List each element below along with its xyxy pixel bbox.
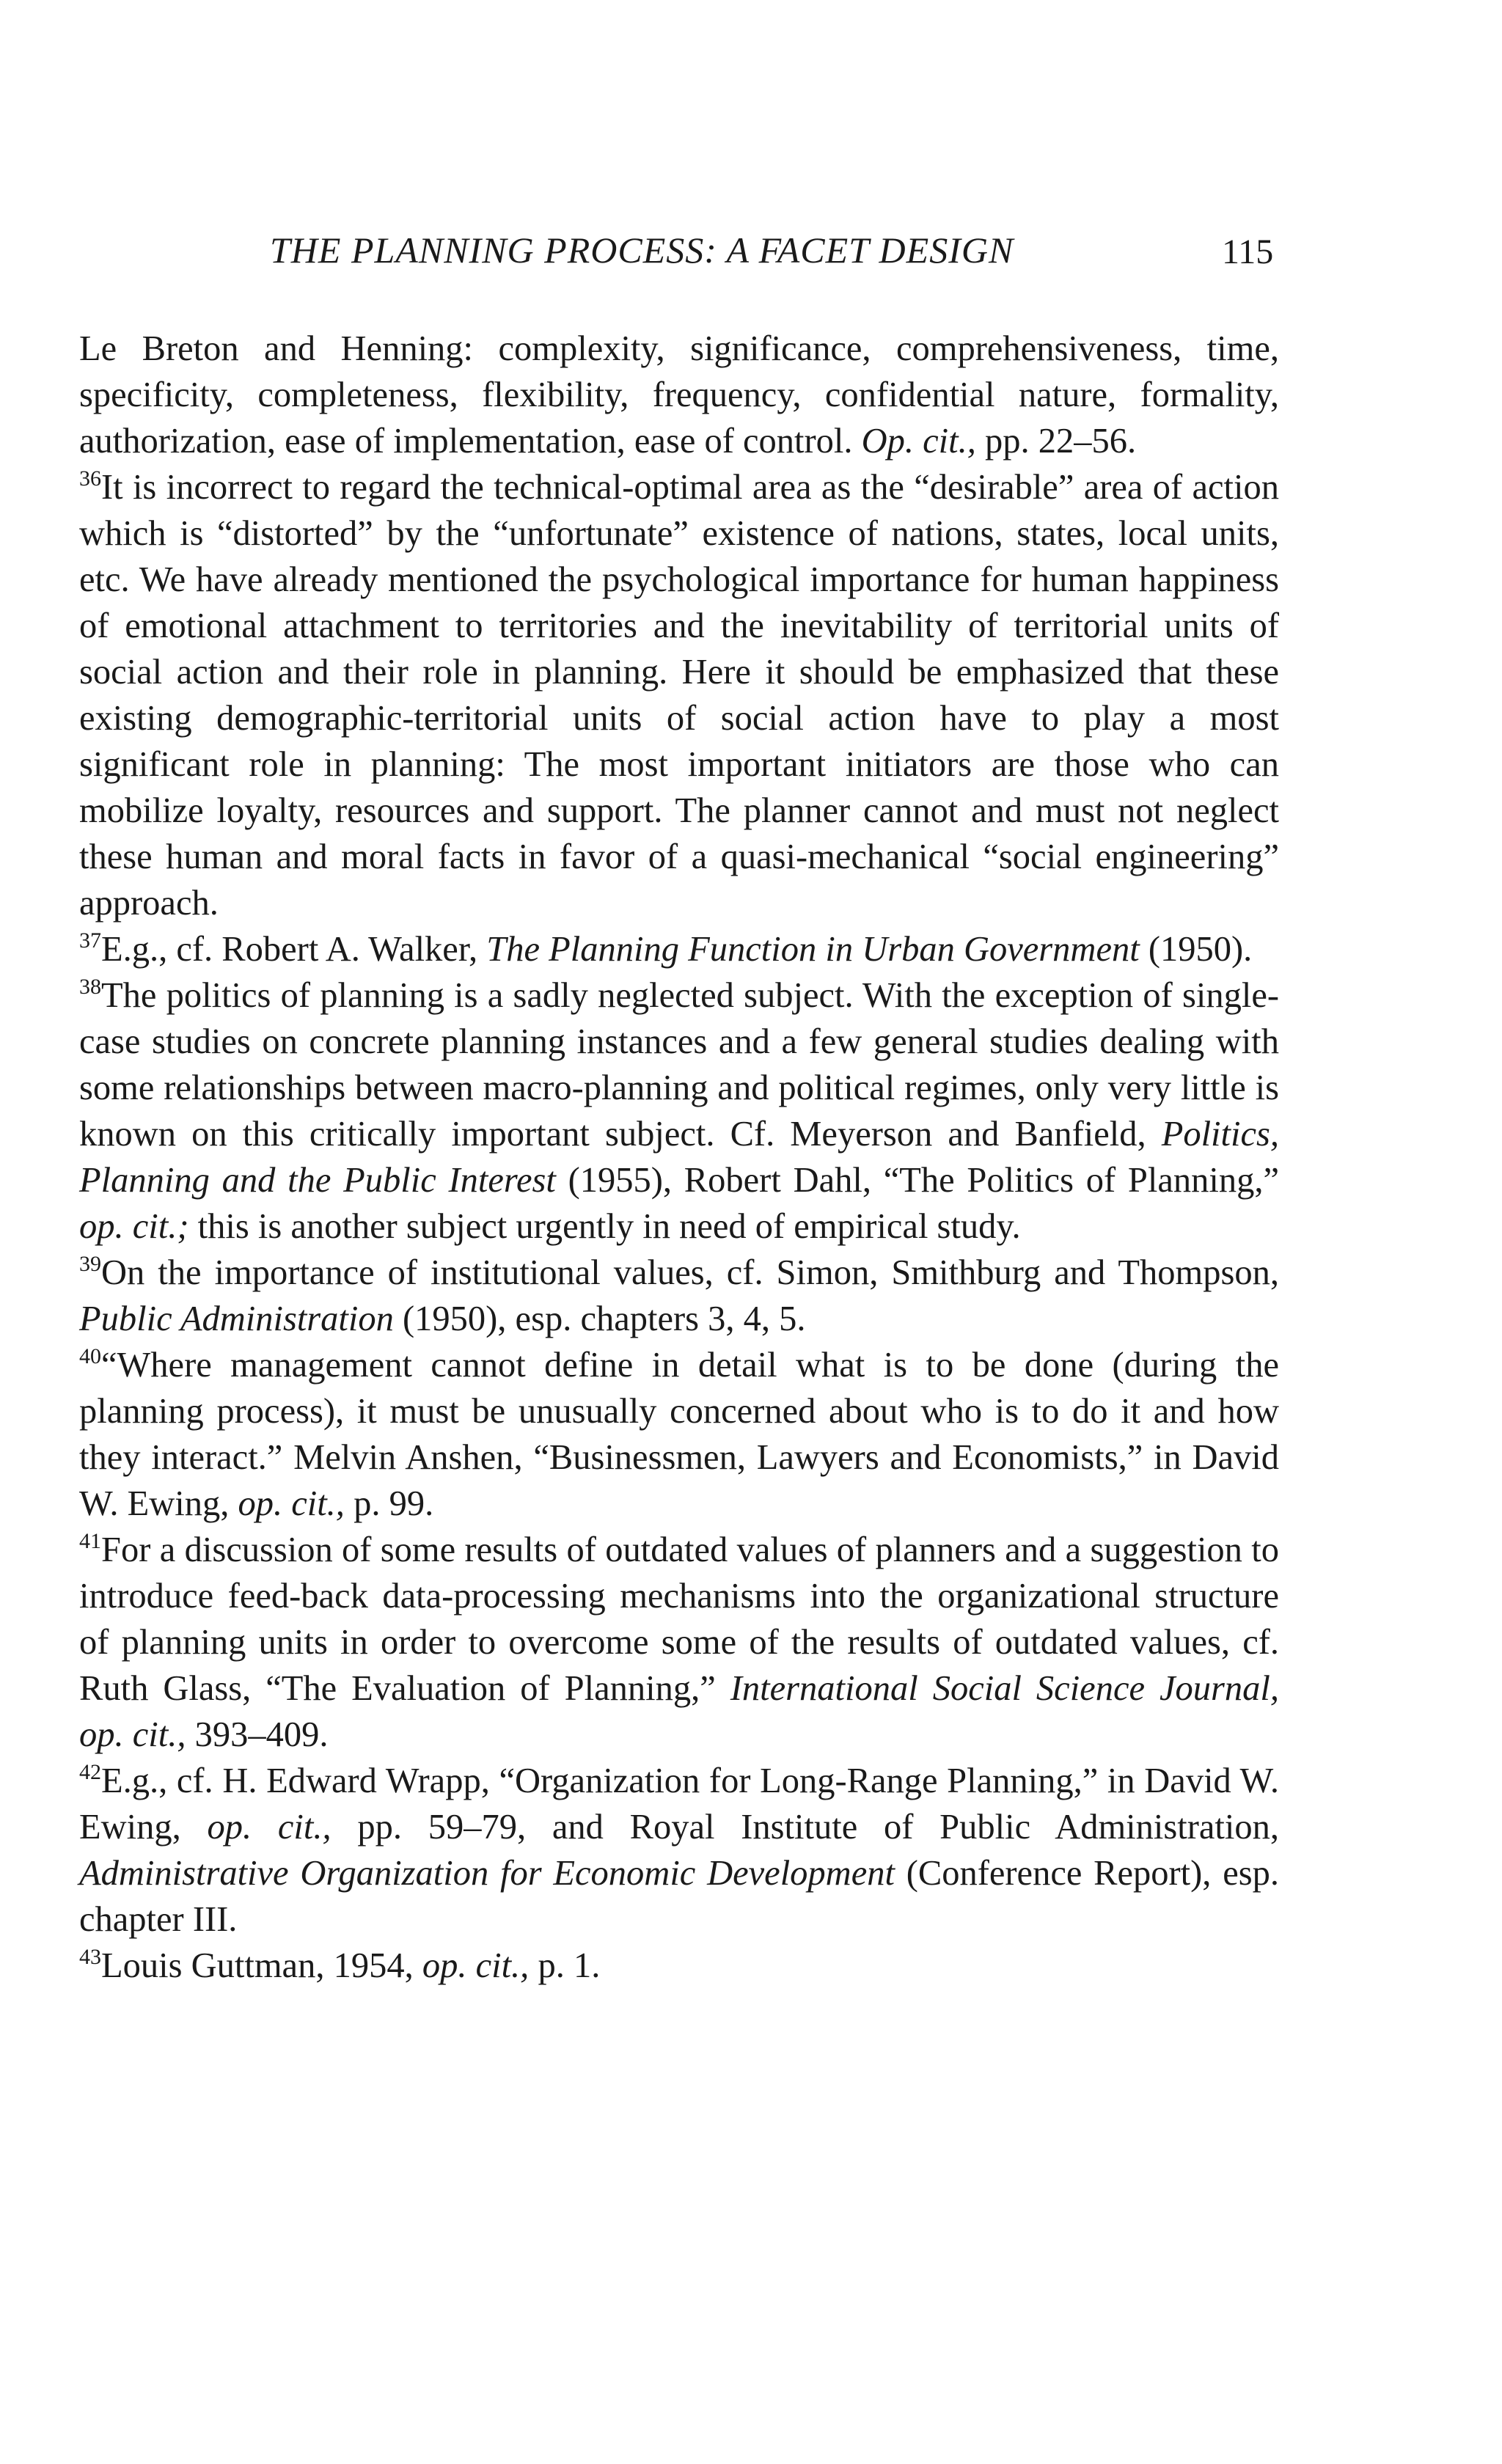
footnote-italic-text: The Planning Function in Urban Government: [486, 930, 1140, 969]
footnote-text: Louis Guttman, 1954,: [101, 1946, 422, 1985]
footnote-text: pp. 59–79, and Royal Institute of Public Administration,: [331, 1808, 1279, 1847]
footnote-text: E.g., cf. Robert A. Walker,: [101, 930, 487, 969]
footnote-42: [79, 1758, 1279, 1943]
footnote-italic-text: International Social Science Journal, op. cit.,: [79, 1669, 1279, 1754]
footnote-39: [79, 1250, 1279, 1342]
footnote-text: this is another subject urgently in need of empirical study.: [188, 1207, 1021, 1246]
footnote-italic-text: op. cit.,: [238, 1484, 345, 1523]
footnote-text: Le Breton and Henning: complexity, significance, comprehensiveness, time, specificity, completeness, flexibility, frequency, confidential nature, formality, authorization, ease of implementation, ease of control.: [79, 329, 1279, 461]
footnote-text: The politics of planning is a sadly neglected subject. With the exception of single-case studies on concrete planning instances and a few general studies dealing with some relationships between macro-planning and political regimes, only very little is known on this critically important subject. Cf. Meyerson and Banfield,: [79, 976, 1279, 1154]
footnote-text: 393–409.: [186, 1715, 329, 1754]
footnote-text: It is incorrect to regard the technical-optimal area as the “desirable” area of action which is “distorted” by the “unfortunate” existence of nations, states, local units, etc. We have already mentioned the psychological importance for human happiness of emotional attachment to territories and the inevitability of territorial units of social action and their role in planning. Here it should be emphasized that these existing demographic-territorial units of social action have to play a most significant role in planning: The most important initiators are those who can mobilize loyalty, resources and support. The planner cannot and must not neglect these human and moral facts in favor of a quasi-mechanical “social engineering” approach.: [79, 468, 1279, 923]
footnote-43: [79, 1943, 1279, 1989]
footnote-text: (Conference Report), esp. chapter III.: [79, 1854, 1279, 1939]
footnote-number: 36: [79, 466, 101, 491]
footnote-text: (1950).: [1139, 930, 1253, 969]
footnote-40: [79, 1342, 1279, 1527]
footnote-37: [79, 926, 1279, 972]
footnote-continuation: [79, 326, 1279, 464]
footnote-number: 41: [79, 1529, 101, 1553]
footnotes-block: [79, 326, 1279, 1989]
footnote-italic-text: Public Administration: [79, 1299, 394, 1338]
footnote-number: 40: [79, 1344, 101, 1368]
footnote-number: 42: [79, 1760, 101, 1784]
footnote-italic-text: Politics, Planning and the Public Interest: [79, 1115, 1279, 1200]
footnote-text: “Where management cannot define in detail what is to be done (during the planning process), it must be unusually concerned about who is to do it and how they interact.” Melvin Anshen, “Businessmen, Lawyers and Economists,” in David W. Ewing,: [79, 1346, 1279, 1523]
footnote-text: (1950), esp. chapters 3, 4, 5.: [393, 1299, 806, 1338]
footnote-38: [79, 972, 1279, 1250]
footnote-41: [79, 1527, 1279, 1758]
footnote-italic-text: op. cit.,: [422, 1946, 530, 1985]
footnote-36: [79, 464, 1279, 926]
footnote-number: 39: [79, 1252, 101, 1276]
footnote-text: For a discussion of some results of outdated values of planners and a suggestion to introduce feed-back data-processing mechanisms into the organizational structure of planning units in order to overcome some of the results of outdated values, cf. Ruth Glass, “The Evaluation of Planning,”: [79, 1530, 1279, 1708]
footnote-number: 37: [79, 928, 101, 953]
footnote-number: 38: [79, 975, 101, 999]
footnote-italic-text: op. cit.,: [207, 1808, 331, 1847]
footnote-text: (1955), Robert Dahl, “The Politics of Planning,”: [555, 1161, 1279, 1200]
footnote-italic-text: Op. cit.,: [861, 422, 976, 461]
footnote-number: 43: [79, 1945, 101, 1969]
footnote-italic-text: Administrative Organization for Economic Development: [79, 1854, 895, 1893]
footnote-italic-text: op. cit.;: [79, 1207, 189, 1246]
footnote-text: On the importance of institutional values, cf. Simon, Smithburg and Thompson,: [101, 1253, 1279, 1292]
footnote-text: pp. 22–56.: [975, 422, 1137, 461]
footnote-text: p. 1.: [529, 1946, 601, 1985]
footnote-text: p. 99.: [344, 1484, 434, 1523]
page-number: 115: [1222, 232, 1274, 271]
footnote-text: E.g., cf. H. Edward Wrapp, “Organization for Long-Range Planning,” in David W. Ewing,: [79, 1761, 1279, 1847]
running-head-title: THE PLANNING PROCESS: A FACET DESIGN: [270, 230, 1014, 271]
